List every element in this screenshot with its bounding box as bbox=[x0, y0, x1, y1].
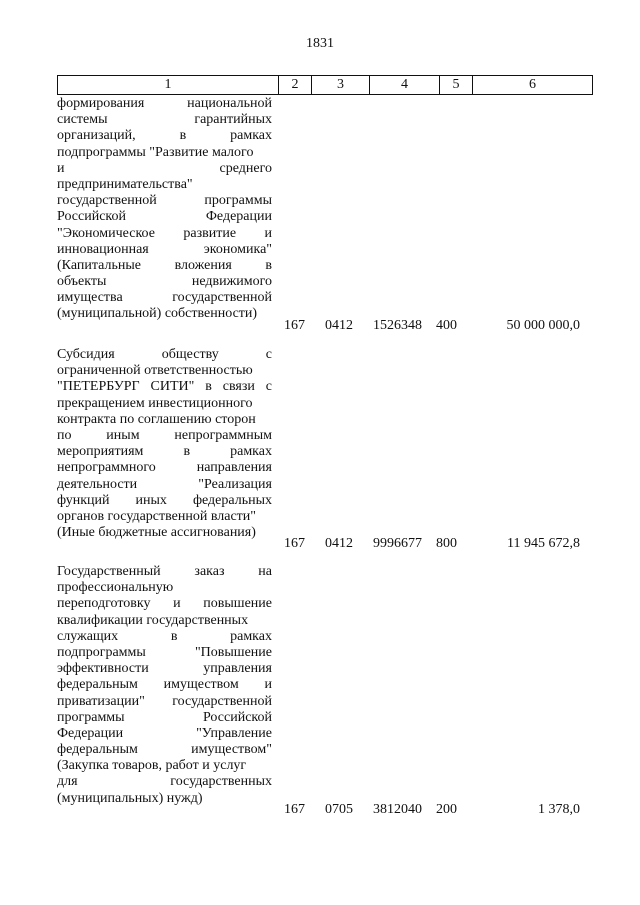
description-line: (муниципальных) нужд) bbox=[57, 790, 203, 806]
description-line: "Экономическое развитие и bbox=[57, 225, 272, 241]
description-line: объекты недвижимого bbox=[57, 274, 272, 290]
description-line: федеральным имуществом" bbox=[57, 742, 272, 758]
ved-code: 167 bbox=[284, 536, 305, 551]
expense-type-code: 800 bbox=[436, 536, 457, 551]
ved-code: 167 bbox=[284, 318, 305, 333]
description-line: инновационная экономика" bbox=[57, 241, 272, 257]
description-line: органов государственной власти" bbox=[57, 508, 257, 524]
amount: 11 945 672,8 bbox=[507, 536, 580, 551]
header-col-3: 3 bbox=[312, 76, 370, 94]
amount: 1 378,0 bbox=[538, 802, 580, 817]
description-line: (Иные бюджетные ассигнования) bbox=[57, 525, 256, 541]
header-col-4: 4 bbox=[370, 76, 440, 94]
target-article-code: 3812040 bbox=[373, 802, 422, 817]
description-line: подпрограммы "Развитие малого bbox=[57, 144, 254, 160]
description-line: профессиональную bbox=[57, 580, 174, 596]
header-col-1: 1 bbox=[58, 76, 279, 94]
description-line: Российской Федерации bbox=[57, 209, 272, 225]
description-line: квалификации государственных bbox=[57, 612, 249, 628]
description-line: прекращением инвестиционного bbox=[57, 395, 253, 411]
description-line: Федерации "Управление bbox=[57, 725, 272, 741]
description-line: мероприятиям в рамках bbox=[57, 444, 272, 460]
description-line: функций иных федеральных bbox=[57, 492, 272, 508]
description-line: для государственных bbox=[57, 774, 272, 790]
description-line: (муниципальной) собственности) bbox=[57, 306, 258, 322]
description-line: служащих в рамках bbox=[57, 628, 272, 644]
description-line: имущества государственной bbox=[57, 290, 272, 306]
description-line: федеральным имуществом и bbox=[57, 677, 272, 693]
description-line: приватизации" государственной bbox=[57, 693, 272, 709]
description-line: подпрограммы "Повышение bbox=[57, 644, 272, 660]
description-line: деятельности "Реализация bbox=[57, 476, 272, 492]
row-description bbox=[57, 347, 272, 541]
header-col-5: 5 bbox=[440, 76, 473, 94]
table-header-row bbox=[57, 75, 593, 95]
row-description bbox=[57, 96, 272, 323]
description-line: ограниченной ответственностью bbox=[57, 363, 253, 379]
header-col-2: 2 bbox=[279, 76, 312, 94]
row-description bbox=[57, 564, 272, 807]
section-code: 0705 bbox=[325, 802, 353, 817]
description-line: предпринимательства" bbox=[57, 176, 193, 192]
description-line: непрограммного направления bbox=[57, 460, 272, 476]
expense-type-code: 200 bbox=[436, 802, 457, 817]
description-line: контракта по соглашению сторон bbox=[57, 411, 256, 427]
expense-type-code: 400 bbox=[436, 318, 457, 333]
section-code: 0412 bbox=[325, 536, 353, 551]
description-line: "ПЕТЕРБУРГ СИТИ" в связи с bbox=[57, 379, 272, 395]
description-line: программы Российской bbox=[57, 709, 272, 725]
description-line: переподготовку и повышение bbox=[57, 596, 272, 612]
target-article-code: 9996677 bbox=[373, 536, 422, 551]
description-line: государственной программы bbox=[57, 193, 272, 209]
description-line: и среднего bbox=[57, 160, 272, 176]
description-line: Субсидия обществу с bbox=[57, 347, 272, 362]
target-article-code: 1526348 bbox=[373, 318, 422, 333]
ved-code: 167 bbox=[284, 802, 305, 817]
header-col-6: 6 bbox=[529, 77, 536, 92]
amount: 50 000 000,0 bbox=[506, 318, 580, 333]
description-line: (Капитальные вложения в bbox=[57, 257, 272, 273]
page-number: 1831 bbox=[306, 36, 334, 51]
description-line: (Закупка товаров, работ и услуг bbox=[57, 758, 247, 774]
description-line: Государственный заказ на bbox=[57, 564, 272, 579]
description-line: системы гарантийных bbox=[57, 112, 272, 128]
section-code: 0412 bbox=[325, 318, 353, 333]
description-line: формирования национальной bbox=[57, 96, 272, 111]
description-line: по иным непрограммным bbox=[57, 427, 272, 443]
description-line: эффективности управления bbox=[57, 661, 272, 677]
description-line: организаций, в рамках bbox=[57, 128, 272, 144]
